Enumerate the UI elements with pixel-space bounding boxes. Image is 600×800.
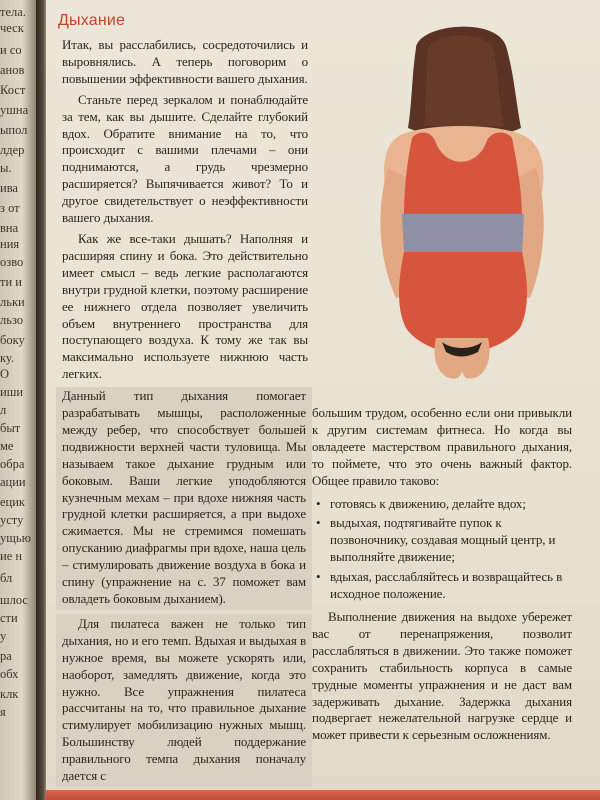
left-page-text-fragment: сти [0,611,18,625]
list-item-text: готовясь к движению, делайте вдох; [330,495,526,511]
bullet-icon: • [316,569,321,585]
left-page-text-fragment: ации [0,475,26,489]
paragraph: Выполнение движения на выдохе убережет вас от перенапряжения, позволит расслабляться в движении. Это также поможет сохранить стабильность корпуса в самые трудные моменты упражнения и не даст вам задерживать дыхание. Задержка дыхания подвергает нежелательной нагрузке сердце и может привести к серьезным осложнениям. [312,608,572,743]
left-page-text-fragment: усту [0,513,24,527]
book-page [46,0,600,800]
left-page-text-fragment: лдер [0,143,25,157]
left-page-text-fragment: у [0,629,7,643]
left-page-text-fragment: льзо [0,313,24,327]
list-item [312,569,572,603]
left-page-text-fragment: льки [0,295,25,309]
left-page-text-fragment: ива [0,181,18,195]
list-item-text: выдыхая, подтягивайте пупок к позвоночнику, создавая мощный центр, и выполняйте движение; [330,515,556,565]
left-page-text-fragment: я [0,705,6,719]
text-column-right [312,405,572,748]
left-page-text-fragment: О [0,367,10,381]
left-page-text-fragment: ния [0,237,20,251]
left-page-text-fragment: иши [0,385,24,399]
left-page-edge [0,0,40,800]
left-page-text-fragment: боку [0,333,25,347]
left-page-text-fragment: клк [0,687,19,701]
left-page-text-fragment: вна [0,221,19,235]
paragraph: Для пилатеса важен не только тип дыхания, но и его темп. Вдыхая и выдыхая в нужное время, вы можете ускорять или, наоборот, замедлять движение, когда это нужно. Все упражнения пилатеса рассчитаны на то, что правильное дыхание стимулирует мобилизацию нужных мышц. Большинству людей поддержание правильного темпа дыхания поначалу дается с [56,614,312,787]
left-page-text-fragment: ме [0,439,14,453]
bottom-rule [46,790,600,800]
left-page-text-fragment: ецик [0,495,25,509]
left-page-text-fragment: ра [0,649,12,663]
list-item-text: вдыхая, расслабляйтесь и возвращайтесь в исходное положение. [330,569,563,602]
left-page-text-fragment: ку. [0,351,15,365]
left-page-text-fragment: обх [0,667,19,681]
left-page-text-fragment: шлос [0,593,28,607]
left-page-text-fragment: ыпол [0,123,28,137]
knees [434,338,489,379]
left-page-text-fragment: тела. [0,5,26,19]
text-column-left [62,37,308,791]
left-page-text-fragment: быт [0,421,21,435]
left-page-text-fragment: з от [0,201,20,215]
woman-back-illustration [346,18,576,388]
left-page-text-fragment: Кост [0,83,26,97]
paragraph: Станьте перед зеркалом и понаблюдайте за тем, как вы дышите. Сделайте глубокий вдох. Обратите внимание на то, что происходит с вашими плечами – они поднимаются, а грудь чрезмерно расширяется? Выпячивается живот? То и другое свидетельствует о неэффективности вашего дыхания. [62,91,308,226]
left-page-text-fragment: ы. [0,161,12,175]
left-page-text-fragment: и со [0,43,22,57]
left-page-text-fragment: ти и [0,275,22,289]
waist-band [402,214,524,254]
paragraph: Данный тип дыхания помогает разрабатывать мышцы, расположенные между ребер, что способствует большей подвижности верхней части туловища. Мы называем такое дыхание грудным или боковым. Ваши легкие уподобляются кузнечным мехам – при вдохе нижняя часть грудной клетки расширяется, а при выдохе сжимается. Мы не стремимся помешать опусканию диафрагмы при вдохе, наша цель – стимулировать движение воздуха в бока и спину (упражнение на с. 37 поможет вам овладеть боковым дыханием). [56,387,312,610]
left-page-text-fragment: ческ [0,21,24,35]
list-item [312,496,572,513]
left-page-text-fragment: ущью [0,531,31,545]
rules-list [312,496,572,603]
left-page-text-fragment: бл [0,571,13,585]
left-page-text-fragment: ие н [0,549,23,563]
list-item [312,515,572,566]
left-page-text-fragment: л [0,403,7,417]
left-page-text-fragment: анов [0,63,25,77]
left-page-text-fragment: ушна [0,103,29,117]
paragraph: Как же все-таки дышать? Наполняя и расширяя спину и бока. Это действительно имеет смысл – ведь легкие располагаются внутри грудной клетки, поэтому расширение ее нижнего отдела позволяет увеличить объем внутреннего пространства для поступающего воздуха. К тому же так вы максимально используете нижнюю часть легких. [62,230,308,382]
paragraph: Итак, вы расслабились, сосредоточились и выровнялись. А теперь поговорим о повышении эффективности вашего дыхания. [62,37,308,86]
left-page-text-fragment: обра [0,457,25,471]
section-heading: Дыхание [58,12,126,29]
paragraph: большим трудом, особенно если они привыкли к другим системам фитнеса. Но когда вы овладеете мастерством правильного дыхания, то поймете, что это очень важный фактор. Общее правило таково: [312,405,572,488]
bullet-icon: • [316,495,321,511]
bullet-icon: • [316,515,321,531]
left-page-text-fragment: озво [0,255,24,269]
